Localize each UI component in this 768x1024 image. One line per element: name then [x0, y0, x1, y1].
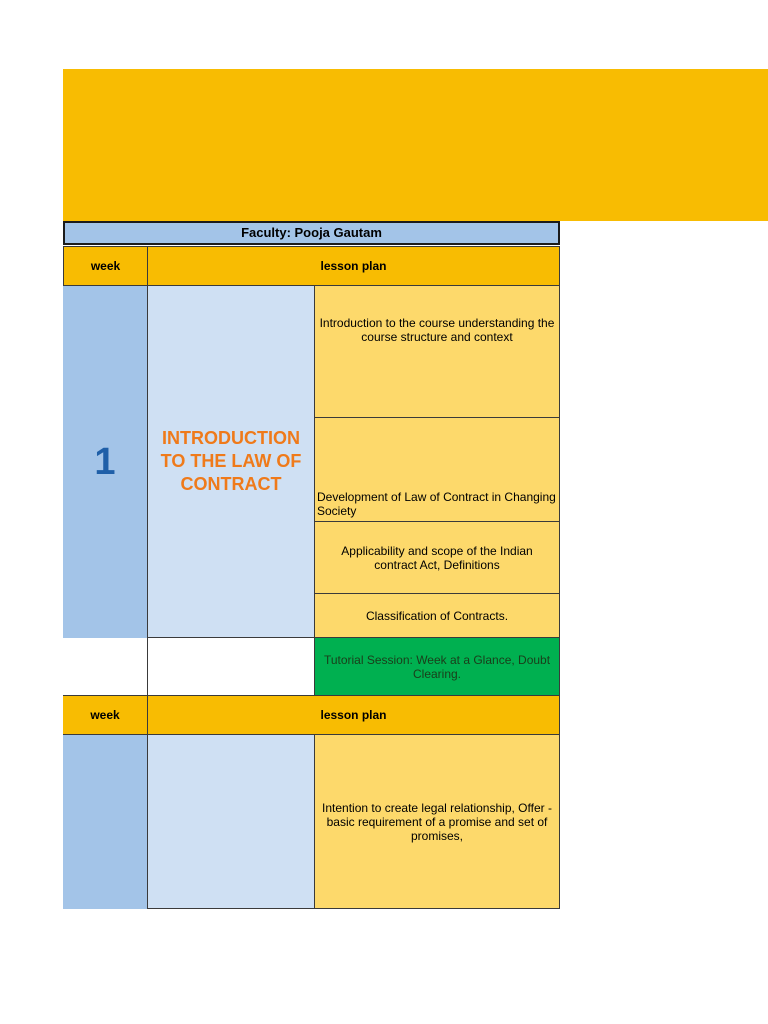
lesson-item: Introduction to the course understanding the course structure and context: [314, 286, 560, 418]
topic-title: INTRODUCTION TO THE LAW OF CONTRACT: [147, 286, 315, 638]
lesson-plan-header: lesson plan: [147, 246, 560, 286]
week-header: week: [63, 246, 147, 286]
lesson-item: Applicability and scope of the Indian contract Act, Definitions: [314, 522, 560, 594]
header-banner: [63, 69, 768, 221]
lesson-item: Development of Law of Contract in Changing Society: [314, 418, 560, 522]
lesson-item: Classification of Contracts.: [314, 594, 560, 638]
tutorial-blank-cell: [147, 638, 315, 696]
faculty-title: Faculty: Pooja Gautam: [63, 221, 560, 245]
lesson-plan-header: lesson plan: [147, 695, 560, 735]
week-number: 1: [63, 286, 147, 638]
tutorial-session: Tutorial Session: Week at a Glance, Doubt Clearing.: [314, 638, 560, 696]
week-header: week: [63, 695, 147, 735]
lesson-item: Intention to create legal relationship, Offer - basic requirement of a promise and set of promises,: [314, 735, 560, 909]
topic-cell: [147, 735, 315, 909]
week-number-cell: [63, 735, 147, 909]
